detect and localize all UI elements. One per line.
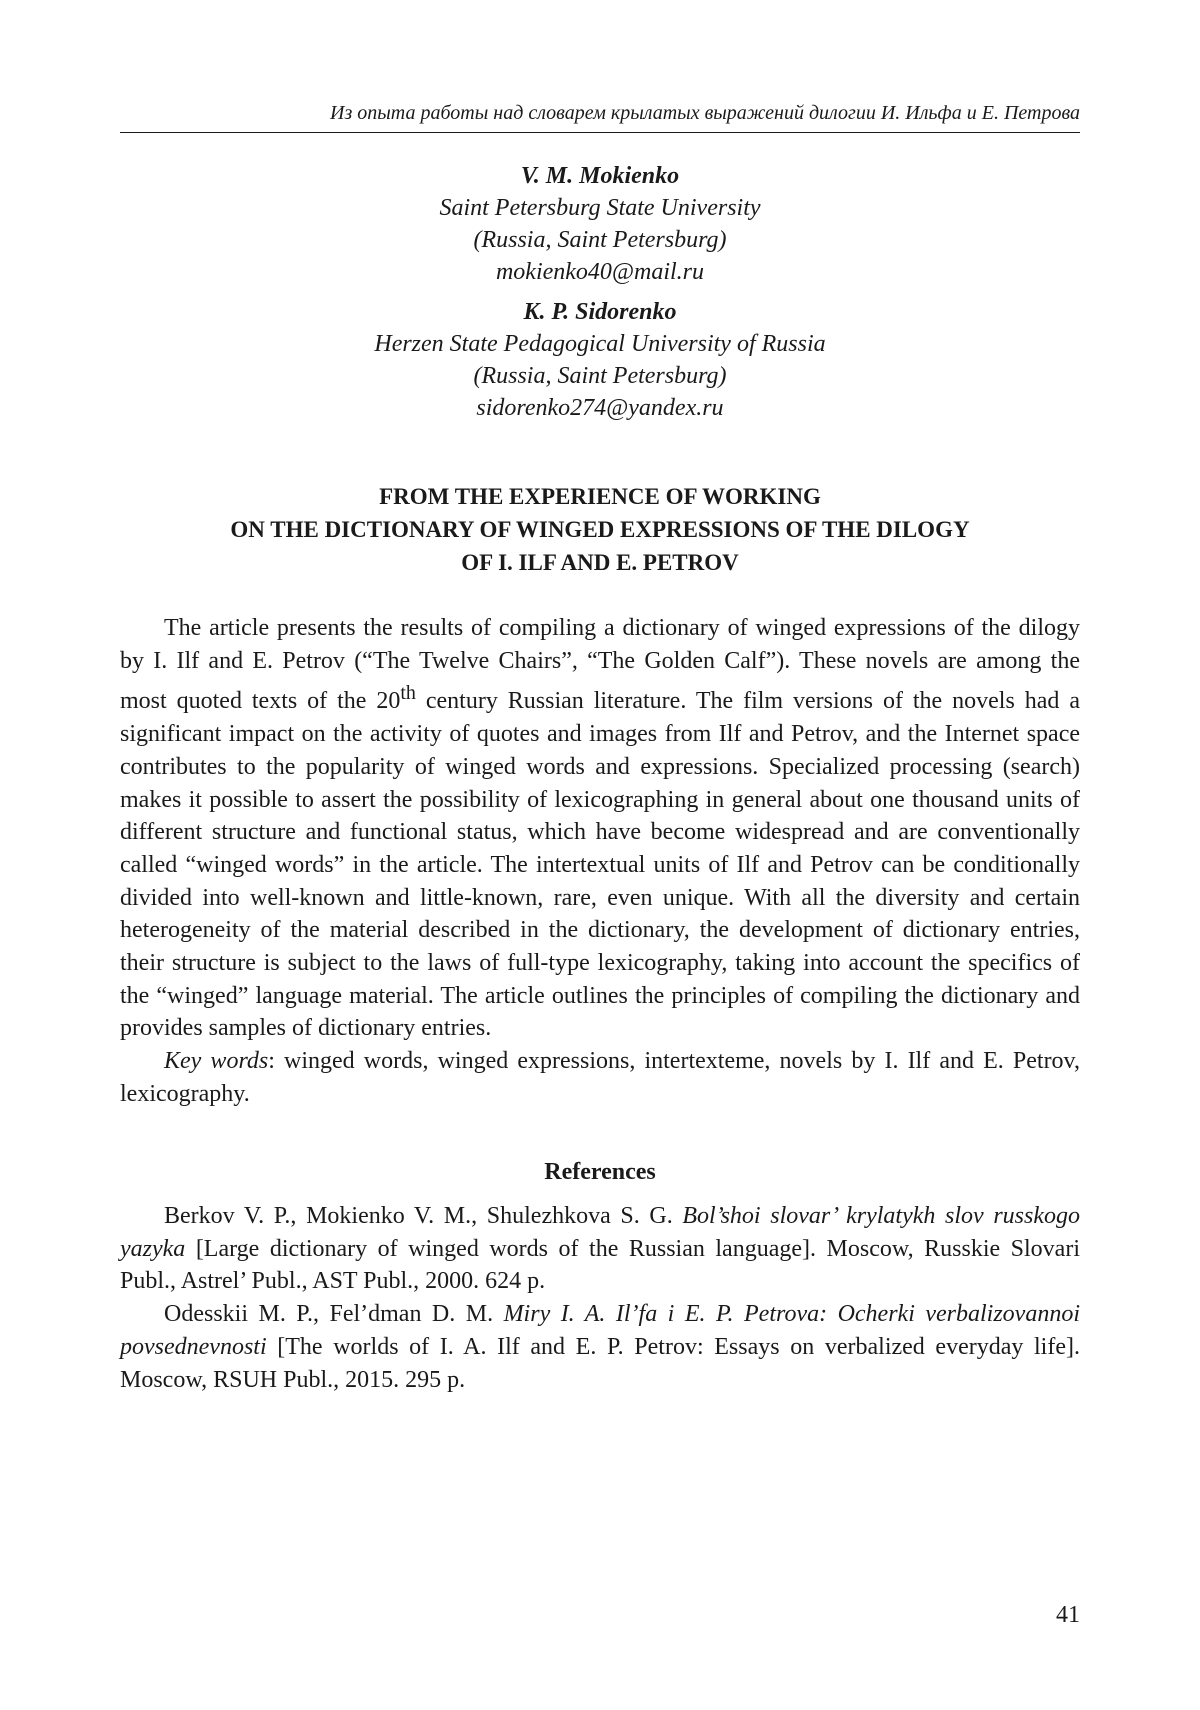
authors-block: [120, 160, 1080, 432]
abstract-paragraph: [120, 612, 1080, 1045]
title-line: ON THE DICTIONARY OF WINGED EXPRESSIONS OF THE DILOGY: [230, 517, 970, 542]
abstract: [120, 612, 1080, 1111]
article-title: [120, 480, 1080, 579]
reference-item: [120, 1200, 1080, 1298]
reference-item: [120, 1298, 1080, 1396]
reference-details: [Large dictionary of winged words of the Russian language]. Moscow, Russkie Slovari Publ., Astrel’ Publ., AST Publ., 2000. 624 p.: [120, 1235, 1080, 1295]
abstract-text-part1: The article presents the results of compiling a dictionary of winged expressions of the dilogy by I. Ilf and E. Petrov (“The Twelve Chairs”, “The Golden Calf”). These novels are among the most quoted texts of the 20: [120, 615, 1080, 715]
ordinal-superscript: th: [400, 682, 416, 705]
reference-title: Miry I. A. Il’fa i E. P. Petrova: Ocherki verbalizovannoi povsednevnosti: [120, 1301, 1080, 1360]
references-heading: References: [544, 1159, 656, 1185]
author-name: V. M. Mokienko: [520, 163, 680, 189]
keywords-text: : winged words, winged expressions, intertexteme, novels by I. Ilf and E. Petrov, lexicography.: [120, 1048, 1081, 1107]
author-name: K. P. Sidorenko: [523, 299, 677, 325]
author-email: sidorenko274@yandex.ru: [476, 395, 724, 421]
author-location: (Russia, Saint Petersburg): [473, 227, 727, 253]
author-affiliation: Herzen State Pedagogical University of Russia: [374, 331, 826, 357]
reference-details: [The worlds of I. A. Ilf and E. P. Petrov: Essays on verbalized everyday life]. Moscow, RSUH Publ., 2015. 295 p.: [120, 1333, 1080, 1393]
title-line: FROM THE EXPERIENCE OF WORKING: [379, 484, 821, 509]
reference-authors: Odesskii M. P., Fel’dman D. M.: [164, 1301, 504, 1328]
references-list: [120, 1200, 1080, 1396]
keywords-paragraph: [120, 1045, 1080, 1110]
page-number: 41: [1056, 1602, 1080, 1628]
abstract-text-part2: century Russian literature. The film versions of the novels had a significant impact on the activity of quotes and images from Ilf and Petrov, and the Internet space contributes to the popularity of winged words and expressions. Specialized processing (search) makes it possible to assert the possibility of lexicographing in general about one thousand units of different structure and functional status, which have become widespread and are conventionally called “winged words” in the article. The intertextual units of Ilf and Petrov can be conditionally divided into well-known and little-known, rare, even unique. With all the diversity and certain heterogeneity of the material described in the dictionary, the development of dictionary entries, their structure is subject to the laws of full-type lexicography, taking into account the specifics of the “winged” language material. The article outlines the principles of compiling the dictionary and provides samples of dictionary entries.: [120, 688, 1080, 1042]
running-head: Из опыта работы над словарем крылатых выражений дилогии И. Ильфа и Е. Петрова: [120, 100, 1080, 133]
title-line: OF I. ILF AND E. PETROV: [461, 550, 739, 575]
reference-title: Bol’shoi slovar’ krylatykh slov russkogo yazyka: [120, 1203, 1080, 1262]
author-location: (Russia, Saint Petersburg): [473, 363, 727, 389]
keywords-label: Key words: [164, 1048, 269, 1075]
reference-authors: Berkov V. P., Mokienko V. M., Shulezhkova S. G.: [164, 1203, 683, 1229]
author-2: [120, 296, 1080, 424]
author-affiliation: Saint Petersburg State University: [439, 195, 761, 221]
author-email: mokienko40@mail.ru: [495, 259, 705, 285]
author-1: [120, 160, 1080, 288]
